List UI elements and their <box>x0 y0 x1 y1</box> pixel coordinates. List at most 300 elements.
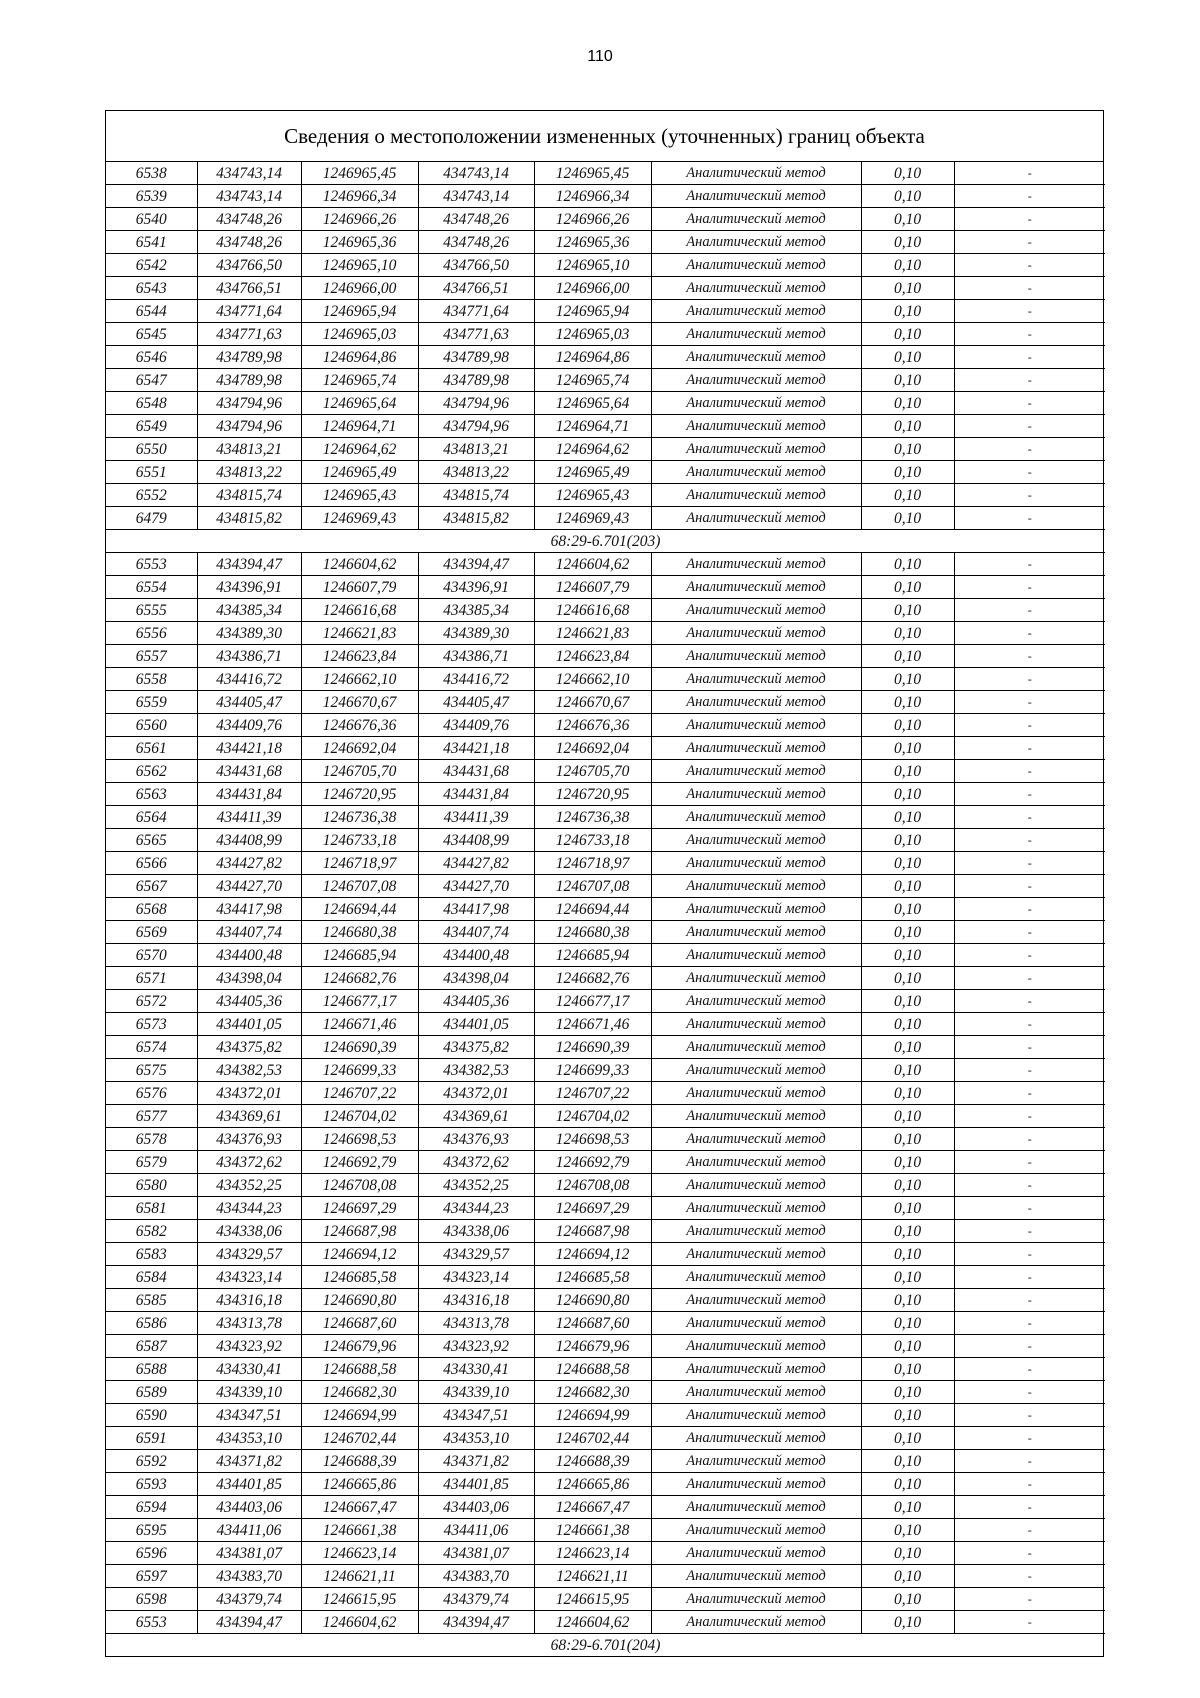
cell-point-number: 6556 <box>106 622 197 645</box>
cell-y-old: 1246705,70 <box>301 760 418 783</box>
cell-description: - <box>954 300 1105 323</box>
cell-x-old: 434417,98 <box>197 898 301 921</box>
cell-x-new: 434771,64 <box>418 300 534 323</box>
cell-y-new: 1246615,95 <box>534 1588 651 1611</box>
cell-x-new: 434815,74 <box>418 484 534 507</box>
cell-y-old: 1246670,67 <box>301 691 418 714</box>
cell-description: - <box>954 1036 1105 1059</box>
cell-description: - <box>954 1519 1105 1542</box>
cell-accuracy: 0,10 <box>861 1473 954 1496</box>
cell-method: Аналитический метод <box>651 300 861 323</box>
cell-x-new: 434794,96 <box>418 392 534 415</box>
cell-y-old: 1246707,22 <box>301 1082 418 1105</box>
cell-method: Аналитический метод <box>651 1565 861 1588</box>
cell-point-number: 6543 <box>106 277 197 300</box>
cell-point-number: 6564 <box>106 806 197 829</box>
cell-point-number: 6547 <box>106 369 197 392</box>
cell-method: Аналитический метод <box>651 944 861 967</box>
table-row <box>106 208 1105 231</box>
cell-x-old: 434394,47 <box>197 553 301 576</box>
cell-x-old: 434339,10 <box>197 1381 301 1404</box>
cell-point-number: 6593 <box>106 1473 197 1496</box>
cell-y-old: 1246680,38 <box>301 921 418 944</box>
cell-y-new: 1246964,62 <box>534 438 651 461</box>
cell-x-new: 434372,01 <box>418 1082 534 1105</box>
cell-x-new: 434789,98 <box>418 369 534 392</box>
cell-x-new: 434353,10 <box>418 1427 534 1450</box>
cell-description: - <box>954 1565 1105 1588</box>
table-row <box>106 1220 1105 1243</box>
cell-accuracy: 0,10 <box>861 1197 954 1220</box>
cell-y-old: 1246688,39 <box>301 1450 418 1473</box>
cell-point-number: 6560 <box>106 714 197 737</box>
table-row <box>106 829 1105 852</box>
cell-accuracy: 0,10 <box>861 185 954 208</box>
table-row <box>106 1013 1105 1036</box>
cell-method: Аналитический метод <box>651 1243 861 1266</box>
cell-description: - <box>954 461 1105 484</box>
cell-x-new: 434330,41 <box>418 1358 534 1381</box>
cell-x-old: 434766,51 <box>197 277 301 300</box>
cell-point-number: 6580 <box>106 1174 197 1197</box>
cell-point-number: 6578 <box>106 1128 197 1151</box>
table-row <box>106 162 1105 185</box>
cell-method: Аналитический метод <box>651 622 861 645</box>
cell-y-new: 1246965,45 <box>534 162 651 185</box>
cell-y-new: 1246667,47 <box>534 1496 651 1519</box>
cell-description: - <box>954 1082 1105 1105</box>
cell-x-new: 434411,06 <box>418 1519 534 1542</box>
cell-point-number: 6583 <box>106 1243 197 1266</box>
cell-accuracy: 0,10 <box>861 1036 954 1059</box>
cell-description: - <box>954 1427 1105 1450</box>
cell-x-new: 434338,06 <box>418 1220 534 1243</box>
cell-description: - <box>954 1266 1105 1289</box>
cell-x-old: 434794,96 <box>197 392 301 415</box>
cell-x-new: 434748,26 <box>418 231 534 254</box>
cell-description: - <box>954 254 1105 277</box>
cell-x-new: 434748,26 <box>418 208 534 231</box>
cell-description: - <box>954 1404 1105 1427</box>
cell-point-number: 6550 <box>106 438 197 461</box>
cell-x-old: 434789,98 <box>197 346 301 369</box>
cell-description: - <box>954 346 1105 369</box>
cell-description: - <box>954 691 1105 714</box>
cell-x-new: 434401,05 <box>418 1013 534 1036</box>
cell-y-old: 1246733,18 <box>301 829 418 852</box>
table-row <box>106 599 1105 622</box>
cell-point-number: 6589 <box>106 1381 197 1404</box>
cell-x-old: 434379,74 <box>197 1588 301 1611</box>
cell-y-old: 1246966,26 <box>301 208 418 231</box>
cell-method: Аналитический метод <box>651 1220 861 1243</box>
cell-y-new: 1246965,49 <box>534 461 651 484</box>
table-row <box>106 1174 1105 1197</box>
cell-method: Аналитический метод <box>651 599 861 622</box>
cell-x-old: 434398,04 <box>197 967 301 990</box>
cell-y-new: 1246694,99 <box>534 1404 651 1427</box>
cell-accuracy: 0,10 <box>861 852 954 875</box>
cell-description: - <box>954 1289 1105 1312</box>
cell-x-new: 434379,74 <box>418 1588 534 1611</box>
cell-x-old: 434771,63 <box>197 323 301 346</box>
cell-x-old: 434431,68 <box>197 760 301 783</box>
cell-x-old: 434794,96 <box>197 415 301 438</box>
cell-y-new: 1246692,79 <box>534 1151 651 1174</box>
cell-method: Аналитический метод <box>651 1588 861 1611</box>
cell-description: - <box>954 231 1105 254</box>
cell-x-old: 434748,26 <box>197 231 301 254</box>
cell-x-new: 434375,82 <box>418 1036 534 1059</box>
cell-method: Аналитический метод <box>651 323 861 346</box>
cell-y-new: 1246965,74 <box>534 369 651 392</box>
cell-x-new: 434427,70 <box>418 875 534 898</box>
cell-description: - <box>954 1611 1105 1634</box>
cell-x-new: 434431,68 <box>418 760 534 783</box>
cell-point-number: 6575 <box>106 1059 197 1082</box>
cell-method: Аналитический метод <box>651 1358 861 1381</box>
cell-description: - <box>954 392 1105 415</box>
cell-x-new: 434408,99 <box>418 829 534 852</box>
table-row <box>106 1358 1105 1381</box>
table-body <box>106 162 1105 1656</box>
cell-y-new: 1246688,39 <box>534 1450 651 1473</box>
cell-y-old: 1246682,76 <box>301 967 418 990</box>
cell-accuracy: 0,10 <box>861 1565 954 1588</box>
cell-x-old: 434401,05 <box>197 1013 301 1036</box>
cell-method: Аналитический метод <box>651 829 861 852</box>
cell-y-new: 1246702,44 <box>534 1427 651 1450</box>
cell-point-number: 6586 <box>106 1312 197 1335</box>
cell-x-old: 434416,72 <box>197 668 301 691</box>
cell-point-number: 6542 <box>106 254 197 277</box>
cell-description: - <box>954 1105 1105 1128</box>
cell-y-new: 1246676,36 <box>534 714 651 737</box>
cell-accuracy: 0,10 <box>861 1059 954 1082</box>
cell-description: - <box>954 1174 1105 1197</box>
table-row <box>106 1151 1105 1174</box>
cell-x-new: 434339,10 <box>418 1381 534 1404</box>
cell-accuracy: 0,10 <box>861 1335 954 1358</box>
cell-y-old: 1246623,84 <box>301 645 418 668</box>
table-row <box>106 668 1105 691</box>
cell-x-new: 434385,34 <box>418 599 534 622</box>
cell-x-new: 434352,25 <box>418 1174 534 1197</box>
cell-point-number: 6568 <box>106 898 197 921</box>
cell-y-old: 1246966,00 <box>301 277 418 300</box>
cell-y-new: 1246965,43 <box>534 484 651 507</box>
cell-x-old: 434389,30 <box>197 622 301 645</box>
cell-x-new: 434372,62 <box>418 1151 534 1174</box>
cell-description: - <box>954 507 1105 530</box>
table-row <box>106 1266 1105 1289</box>
cell-point-number: 6549 <box>106 415 197 438</box>
cell-y-old: 1246690,39 <box>301 1036 418 1059</box>
cell-x-old: 434375,82 <box>197 1036 301 1059</box>
cell-accuracy: 0,10 <box>861 806 954 829</box>
cell-accuracy: 0,10 <box>861 1128 954 1151</box>
cell-point-number: 6576 <box>106 1082 197 1105</box>
cell-y-new: 1246720,95 <box>534 783 651 806</box>
cell-y-new: 1246965,36 <box>534 231 651 254</box>
cell-y-new: 1246687,98 <box>534 1220 651 1243</box>
cell-point-number: 6577 <box>106 1105 197 1128</box>
cell-accuracy: 0,10 <box>861 967 954 990</box>
cell-method: Аналитический метод <box>651 875 861 898</box>
cell-point-number: 6587 <box>106 1335 197 1358</box>
cell-y-new: 1246671,46 <box>534 1013 651 1036</box>
cell-x-old: 434382,53 <box>197 1059 301 1082</box>
cell-accuracy: 0,10 <box>861 1013 954 1036</box>
cell-x-new: 434323,92 <box>418 1335 534 1358</box>
cell-point-number: 6479 <box>106 507 197 530</box>
cell-y-old: 1246690,80 <box>301 1289 418 1312</box>
table-row <box>106 852 1105 875</box>
cell-point-number: 6548 <box>106 392 197 415</box>
cell-y-new: 1246697,29 <box>534 1197 651 1220</box>
cell-y-old: 1246965,94 <box>301 300 418 323</box>
table-row <box>106 944 1105 967</box>
cell-accuracy: 0,10 <box>861 1174 954 1197</box>
cell-y-new: 1246688,58 <box>534 1358 651 1381</box>
cell-x-new: 434344,23 <box>418 1197 534 1220</box>
cell-x-new: 434813,21 <box>418 438 534 461</box>
cell-y-new: 1246965,94 <box>534 300 651 323</box>
cell-accuracy: 0,10 <box>861 737 954 760</box>
cell-y-old: 1246965,10 <box>301 254 418 277</box>
table-row <box>106 484 1105 507</box>
cell-x-old: 434815,82 <box>197 507 301 530</box>
cell-point-number: 6563 <box>106 783 197 806</box>
cell-y-new: 1246694,12 <box>534 1243 651 1266</box>
cell-point-number: 6571 <box>106 967 197 990</box>
cell-y-old: 1246616,68 <box>301 599 418 622</box>
cell-y-new: 1246699,33 <box>534 1059 651 1082</box>
cell-y-old: 1246682,30 <box>301 1381 418 1404</box>
cell-accuracy: 0,10 <box>861 1519 954 1542</box>
cell-x-old: 434411,39 <box>197 806 301 829</box>
cell-point-number: 6553 <box>106 1611 197 1634</box>
table-row <box>106 1519 1105 1542</box>
cell-accuracy: 0,10 <box>861 553 954 576</box>
cell-point-number: 6585 <box>106 1289 197 1312</box>
cell-x-new: 434371,82 <box>418 1450 534 1473</box>
cell-x-old: 434789,98 <box>197 369 301 392</box>
cell-y-old: 1246621,83 <box>301 622 418 645</box>
cell-x-old: 434381,07 <box>197 1542 301 1565</box>
cell-y-new: 1246707,08 <box>534 875 651 898</box>
table-row <box>106 645 1105 668</box>
table-row <box>106 369 1105 392</box>
cell-y-new: 1246718,97 <box>534 852 651 875</box>
cell-x-new: 434766,51 <box>418 277 534 300</box>
table-row <box>106 1312 1105 1335</box>
table-row <box>106 461 1105 484</box>
cell-x-old: 434316,18 <box>197 1289 301 1312</box>
cell-method: Аналитический метод <box>651 369 861 392</box>
cell-accuracy: 0,10 <box>861 1289 954 1312</box>
table-title: Сведения о местоположении измененных (уточненных) границ объекта <box>106 111 1103 162</box>
table-row <box>106 1059 1105 1082</box>
table-row <box>106 1105 1105 1128</box>
cell-accuracy: 0,10 <box>861 415 954 438</box>
cell-method: Аналитический метод <box>651 1312 861 1335</box>
cell-x-new: 434743,14 <box>418 185 534 208</box>
cell-accuracy: 0,10 <box>861 1220 954 1243</box>
cell-accuracy: 0,10 <box>861 829 954 852</box>
cell-x-new: 434815,82 <box>418 507 534 530</box>
cell-y-old: 1246965,49 <box>301 461 418 484</box>
cell-method: Аналитический метод <box>651 1427 861 1450</box>
cell-description: - <box>954 852 1105 875</box>
table-row <box>106 1289 1105 1312</box>
cell-accuracy: 0,10 <box>861 507 954 530</box>
table-row <box>106 1611 1105 1634</box>
cell-y-new: 1246964,71 <box>534 415 651 438</box>
cell-y-old: 1246965,36 <box>301 231 418 254</box>
cell-description: - <box>954 829 1105 852</box>
cell-y-new: 1246687,60 <box>534 1312 651 1335</box>
cell-accuracy: 0,10 <box>861 323 954 346</box>
cell-method: Аналитический метод <box>651 1013 861 1036</box>
table-row <box>106 1404 1105 1427</box>
cell-x-new: 434369,61 <box>418 1105 534 1128</box>
cell-method: Аналитический метод <box>651 714 861 737</box>
cell-description: - <box>954 369 1105 392</box>
cell-accuracy: 0,10 <box>861 944 954 967</box>
table-row <box>106 967 1105 990</box>
cell-description: - <box>954 990 1105 1013</box>
cell-accuracy: 0,10 <box>861 1243 954 1266</box>
cell-x-old: 434401,85 <box>197 1473 301 1496</box>
cell-y-new: 1246682,76 <box>534 967 651 990</box>
cell-point-number: 6566 <box>106 852 197 875</box>
cell-method: Аналитический метод <box>651 162 861 185</box>
table-row <box>106 1381 1105 1404</box>
cell-y-new: 1246677,17 <box>534 990 651 1013</box>
cell-point-number: 6565 <box>106 829 197 852</box>
cell-method: Аналитический метод <box>651 921 861 944</box>
cell-y-new: 1246965,03 <box>534 323 651 346</box>
cell-x-new: 434376,93 <box>418 1128 534 1151</box>
cell-point-number: 6597 <box>106 1565 197 1588</box>
table-row <box>106 323 1105 346</box>
cell-y-new: 1246708,08 <box>534 1174 651 1197</box>
cell-x-new: 434743,14 <box>418 162 534 185</box>
cell-description: - <box>954 760 1105 783</box>
cell-description: - <box>954 1450 1105 1473</box>
table-row <box>106 1427 1105 1450</box>
cell-description: - <box>954 921 1105 944</box>
cell-description: - <box>954 1335 1105 1358</box>
table-row <box>106 507 1105 530</box>
cell-x-old: 434313,78 <box>197 1312 301 1335</box>
cell-y-old: 1246692,79 <box>301 1151 418 1174</box>
cell-y-old: 1246965,45 <box>301 162 418 185</box>
cell-x-new: 434383,70 <box>418 1565 534 1588</box>
cell-description: - <box>954 1588 1105 1611</box>
cell-y-new: 1246616,68 <box>534 599 651 622</box>
cell-accuracy: 0,10 <box>861 484 954 507</box>
cell-y-old: 1246692,04 <box>301 737 418 760</box>
cell-description: - <box>954 714 1105 737</box>
cell-point-number: 6584 <box>106 1266 197 1289</box>
cell-x-old: 434815,74 <box>197 484 301 507</box>
cell-x-new: 434813,22 <box>418 461 534 484</box>
cell-description: - <box>954 622 1105 645</box>
cell-point-number: 6562 <box>106 760 197 783</box>
cell-method: Аналитический метод <box>651 990 861 1013</box>
table-row <box>106 737 1105 760</box>
cell-x-new: 434405,36 <box>418 990 534 1013</box>
cell-point-number: 6588 <box>106 1358 197 1381</box>
cell-method: Аналитический метод <box>651 898 861 921</box>
cell-method: Аналитический метод <box>651 668 861 691</box>
cell-y-new: 1246670,67 <box>534 691 651 714</box>
cell-accuracy: 0,10 <box>861 208 954 231</box>
cell-description: - <box>954 323 1105 346</box>
table-row <box>106 1565 1105 1588</box>
cell-point-number: 6574 <box>106 1036 197 1059</box>
table-row <box>106 185 1105 208</box>
table-row <box>106 300 1105 323</box>
cell-x-new: 434347,51 <box>418 1404 534 1427</box>
cell-point-number: 6573 <box>106 1013 197 1036</box>
cell-point-number: 6539 <box>106 185 197 208</box>
cell-y-old: 1246964,62 <box>301 438 418 461</box>
cell-x-old: 434743,14 <box>197 162 301 185</box>
cell-y-new: 1246607,79 <box>534 576 651 599</box>
cell-x-old: 434323,14 <box>197 1266 301 1289</box>
cell-accuracy: 0,10 <box>861 1588 954 1611</box>
cell-method: Аналитический метод <box>651 737 861 760</box>
cell-accuracy: 0,10 <box>861 300 954 323</box>
cell-y-old: 1246699,33 <box>301 1059 418 1082</box>
cell-y-old: 1246688,58 <box>301 1358 418 1381</box>
cell-point-number: 6555 <box>106 599 197 622</box>
cell-x-old: 434431,84 <box>197 783 301 806</box>
cell-accuracy: 0,10 <box>861 1358 954 1381</box>
table-row <box>106 783 1105 806</box>
cell-x-old: 434329,57 <box>197 1243 301 1266</box>
cell-y-old: 1246694,12 <box>301 1243 418 1266</box>
cell-y-old: 1246665,86 <box>301 1473 418 1496</box>
cell-y-new: 1246736,38 <box>534 806 651 829</box>
cell-x-new: 434313,78 <box>418 1312 534 1335</box>
cell-method: Аналитический метод <box>651 1174 861 1197</box>
cell-method: Аналитический метод <box>651 1082 861 1105</box>
table-row <box>106 898 1105 921</box>
cell-point-number: 6570 <box>106 944 197 967</box>
table-row <box>106 714 1105 737</box>
cell-y-old: 1246604,62 <box>301 553 418 576</box>
cell-point-number: 6569 <box>106 921 197 944</box>
cell-method: Аналитический метод <box>651 1266 861 1289</box>
cell-y-new: 1246662,10 <box>534 668 651 691</box>
cell-description: - <box>954 944 1105 967</box>
table-row <box>106 1036 1105 1059</box>
cell-x-old: 434405,47 <box>197 691 301 714</box>
cell-point-number: 6545 <box>106 323 197 346</box>
cell-x-old: 434409,76 <box>197 714 301 737</box>
cell-description: - <box>954 1059 1105 1082</box>
cell-x-old: 434338,06 <box>197 1220 301 1243</box>
page-number: 110 <box>587 48 613 65</box>
cell-description: - <box>954 1220 1105 1243</box>
cell-point-number: 6582 <box>106 1220 197 1243</box>
cell-x-new: 434409,76 <box>418 714 534 737</box>
cell-y-old: 1246662,10 <box>301 668 418 691</box>
